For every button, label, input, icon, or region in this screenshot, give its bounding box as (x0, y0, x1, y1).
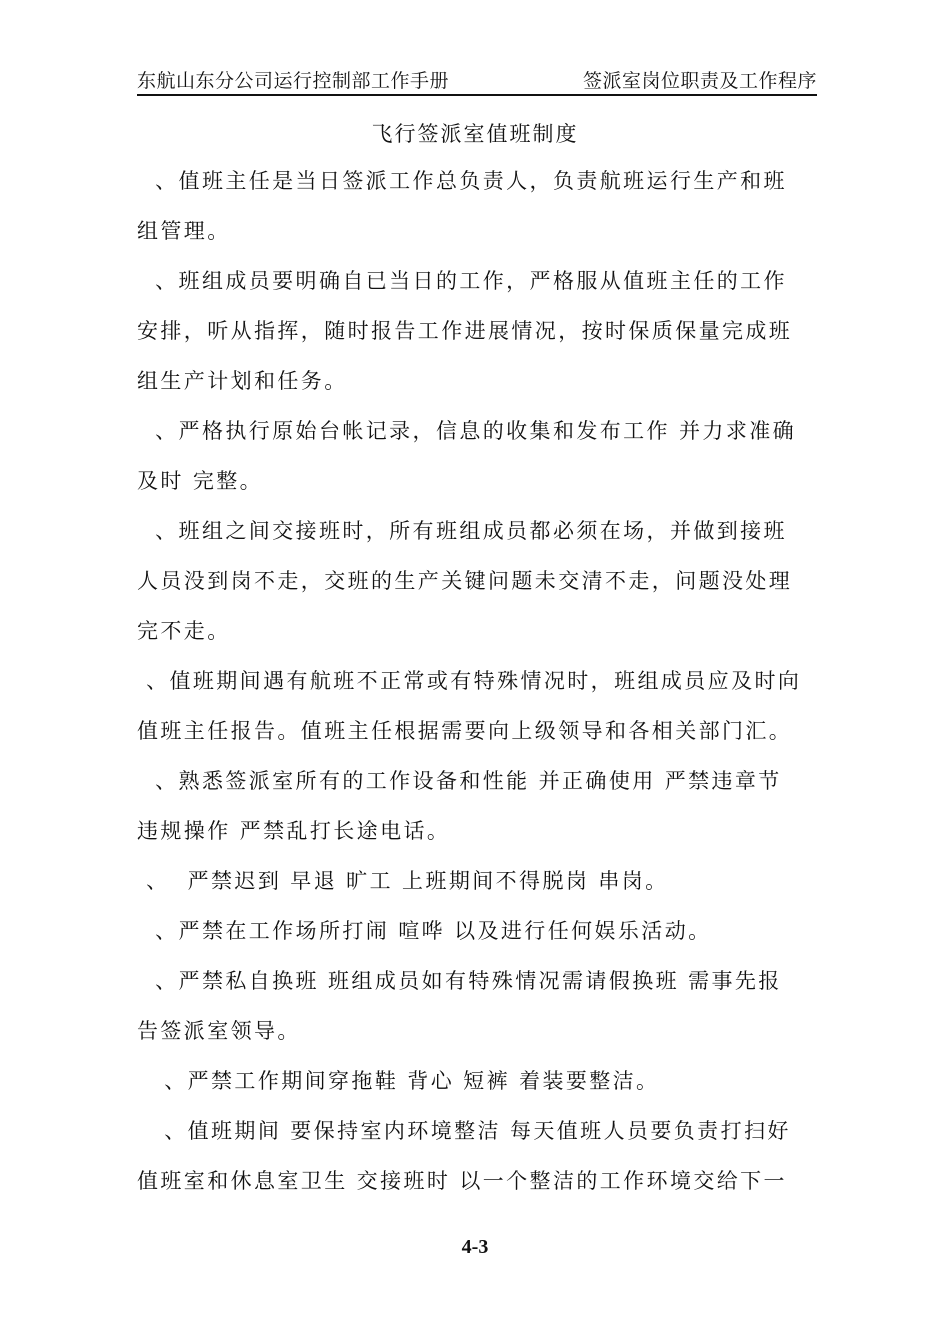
text-line: 、熟悉签派室所有的工作设备和性能 并正确使用 严禁违章节 (137, 769, 782, 793)
header-manual-title: 东航山东分公司运行控制部工作手册 (137, 70, 450, 92)
text-line: 、 严禁迟到 早退 旷工 上班期间不得脱岗 串岗。 (137, 869, 669, 893)
text-line: 、班组之间交接班时，所有班组成员都必须在场，并做到接班 (137, 519, 787, 543)
document-title: 飞行签派室值班制度 (371, 122, 579, 146)
text-line: 、值班期间遇有航班不正常或有特殊情况时，班组成员应及时向 (137, 669, 802, 693)
text-line: 、严禁工作期间穿拖鞋 背心 短裤 着装要整洁。 (137, 1069, 660, 1093)
text-line: 值班室和休息室卫生 交接班时 以一个整洁的工作环境交给下一 (137, 1169, 787, 1193)
header-section-title: 签派室岗位职责及工作程序 (582, 70, 817, 92)
text-line: 及时 完整。 (137, 469, 264, 493)
text-line: 完不走。 (137, 619, 231, 643)
text-line: 、值班期间 要保持室内环境整洁 每天值班人员要负责打扫好 (137, 1119, 791, 1143)
text-line: 违规操作 严禁乱打长途电话。 (137, 819, 451, 843)
text-line: 、值班主任是当日签派工作总负责人，负责航班运行生产和班 (137, 169, 787, 193)
text-line: 、严格执行原始台帐记录，信息的收集和发布工作 并力求准确 (137, 419, 797, 443)
text-line: 告签派室领导。 (137, 1019, 301, 1043)
text-line: 组生产计划和任务。 (137, 369, 348, 393)
page-header (137, 64, 817, 96)
text-line: 值班主任报告。值班主任根据需要向上级领导和各相关部门汇。 (137, 719, 793, 743)
text-line: 、严禁在工作场所打闹 喧哗 以及进行任何娱乐活动。 (137, 919, 712, 943)
text-line: 、班组成员要明确自已当日的工作，严格服从值班主任的工作 (137, 269, 787, 293)
page-number: 4-3 (461, 1236, 489, 1258)
text-line: 安排，听从指挥，随时报告工作进展情况，按时保质保量完成班 (137, 319, 793, 343)
text-line: 、严禁私自换班 班组成员如有特殊情况需请假换班 需事先报 (137, 969, 782, 993)
text-line: 人员没到岗不走，交班的生产关键问题未交清不走，问题没处理 (137, 569, 793, 593)
text-line: 组管理。 (137, 219, 231, 243)
